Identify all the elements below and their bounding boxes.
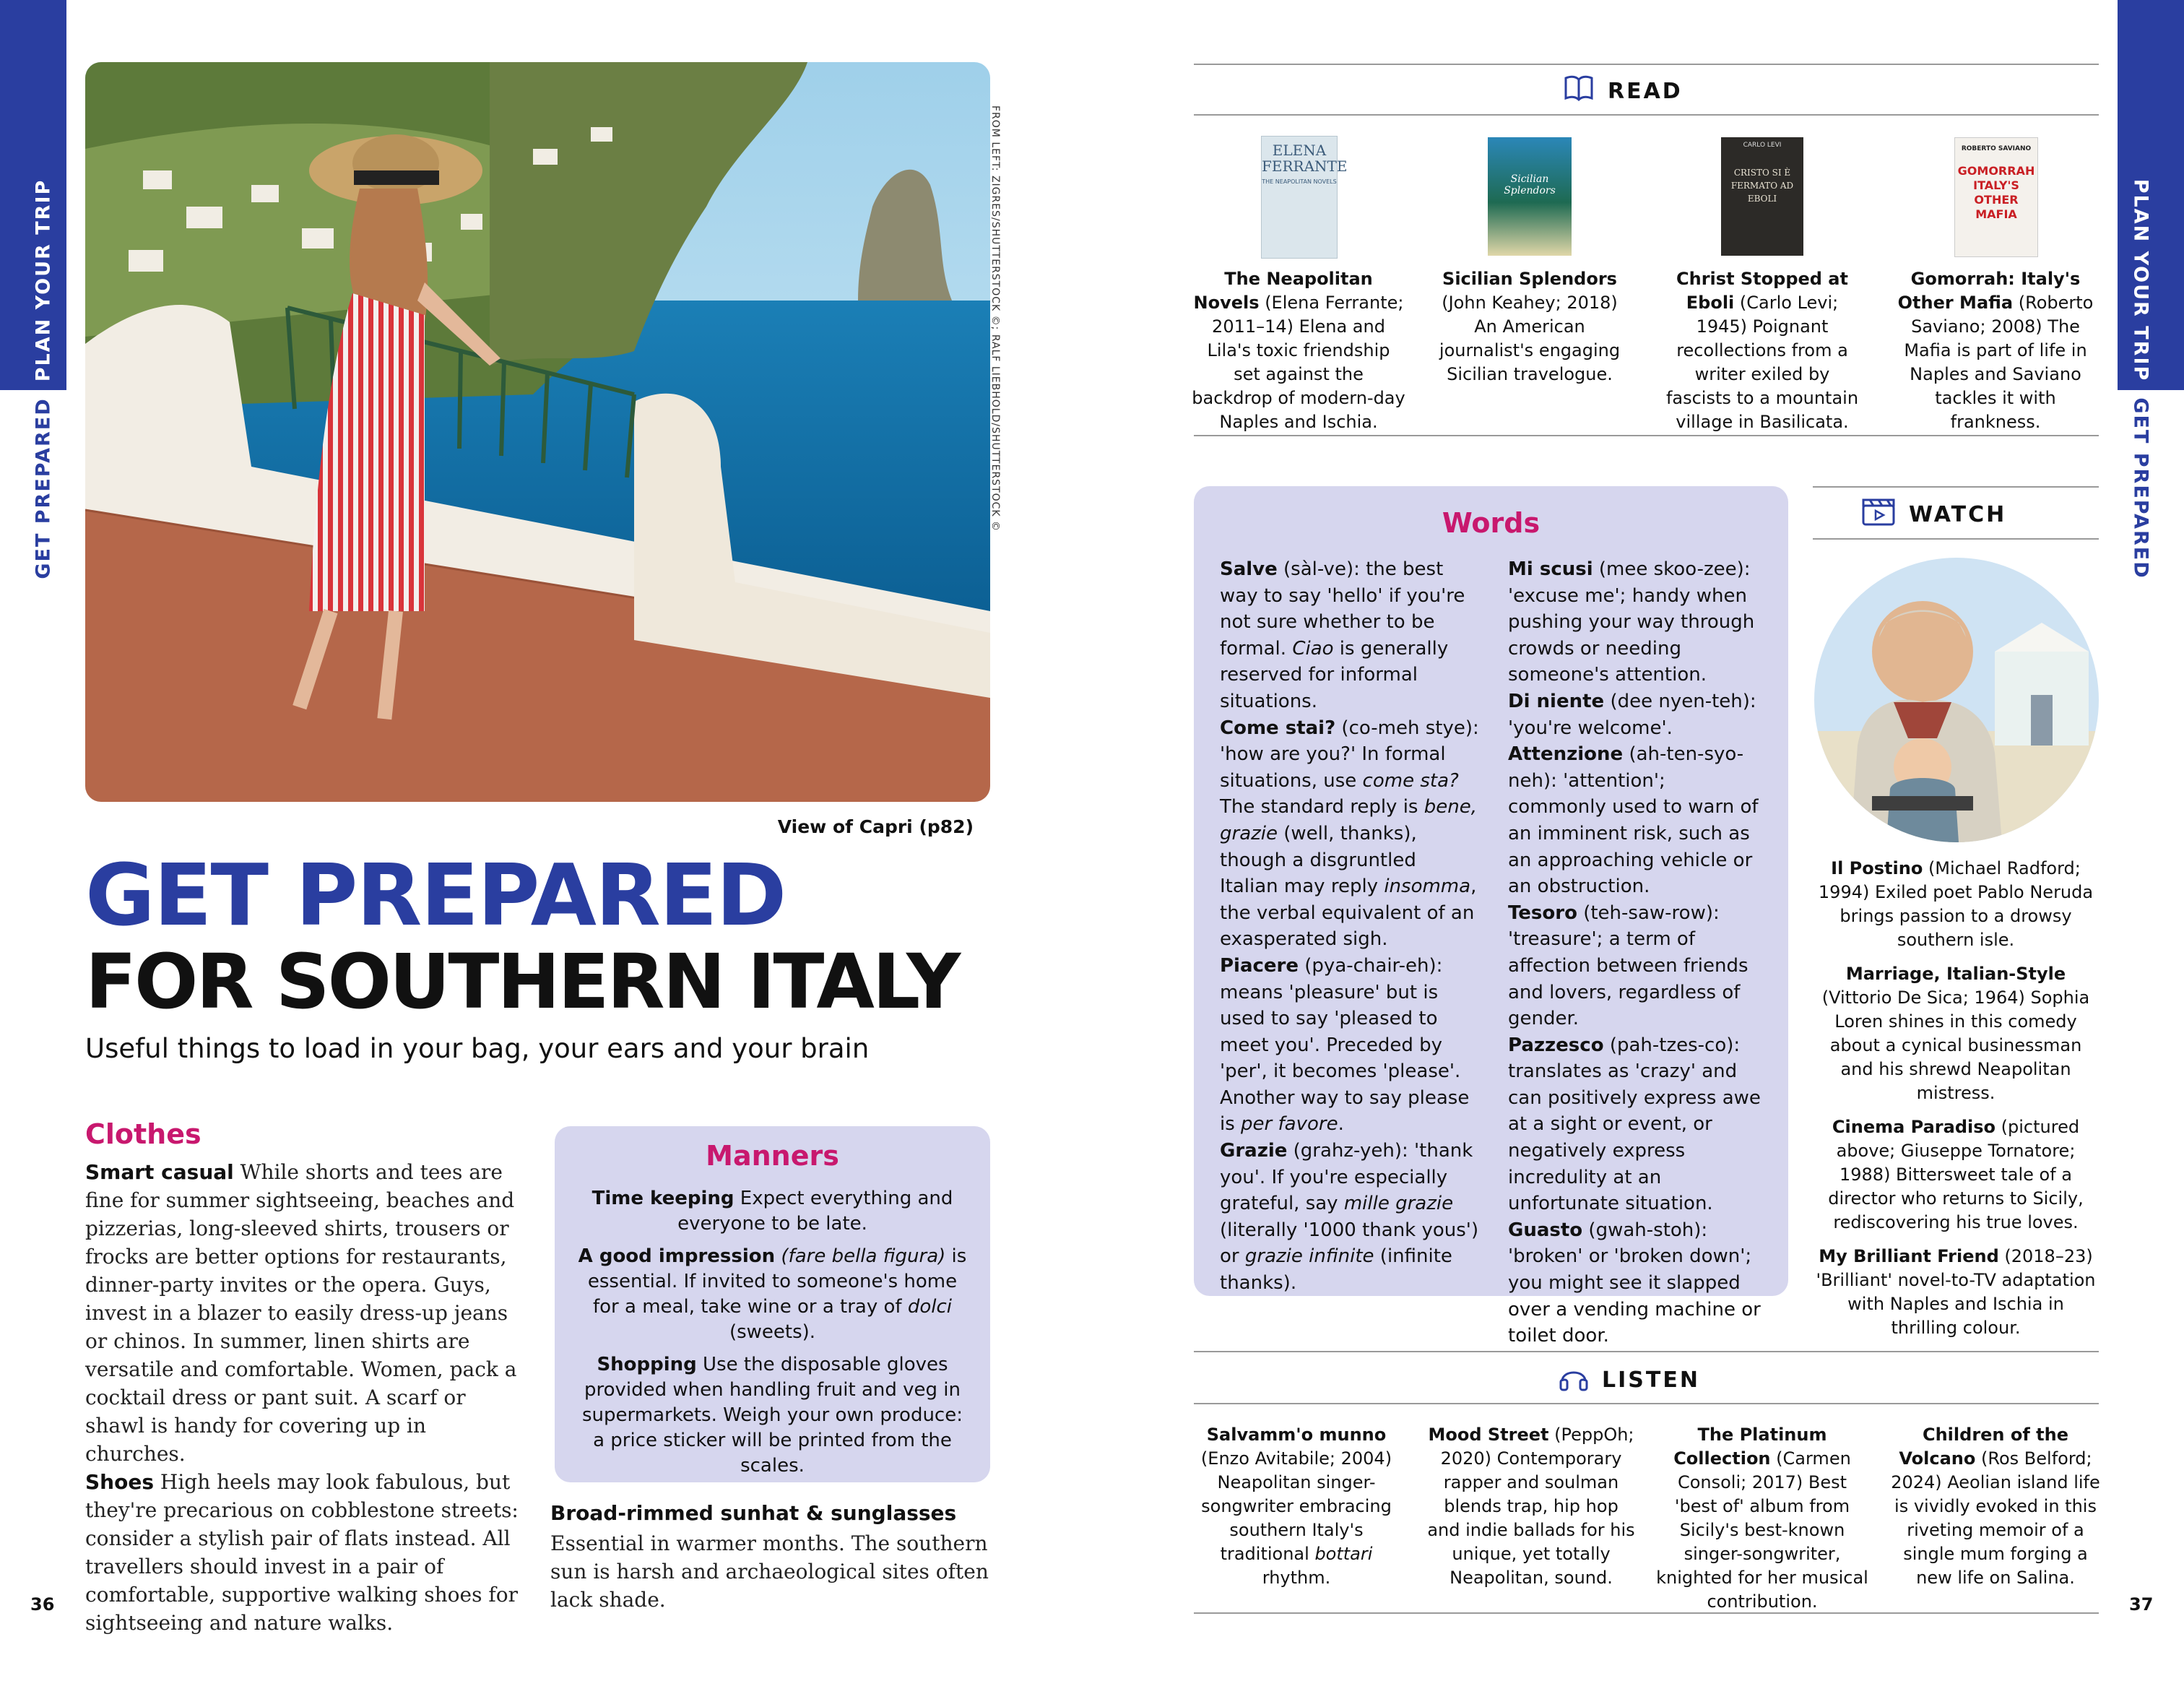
word-entry: Tesoro (teh-saw-row): 'treasure'; a term of affection between friends and lovers, regardless of gender. — [1508, 902, 1748, 1030]
read-header — [1563, 74, 1683, 108]
manners-item: A good impression (fare bella figura) is essential. If invited to someone's home for a meal, take wine or a tray of dolci (sweets). — [578, 1245, 967, 1343]
watch-item: Il Postino (Michael Radford; 1994) Exiled poet Pablo Neruda brings passion to a drowsy southern isle. — [1818, 858, 2094, 950]
clothes-p1: Smart casual While shorts and tees are fine for summer sightseeing, beaches and pizzerias, long-sleeved shirts, trousers or frocks are better options for restaurants, dinner-party invites or the opera. Guys, invest in a blazer to easily dress-up jeans or chinos. In summer, linen shirts are versatile and comfortable. Women, pack a cocktail dress or pant suit. A scarf or shawl is handy for covering up in churches. — [85, 1160, 517, 1466]
watch-item: My Brilliant Friend (2018–23) 'Brilliant' novel-to-TV adaptation with Naples and Ischia in thrilling colour. — [1816, 1246, 2096, 1338]
word-entry: Attenzione (ah-ten-syo-neh): 'attention'; commonly used to warn of an imminent risk, such as an approaching vehicle or an obstruction. — [1508, 743, 1759, 898]
listen-rule-bottom — [1194, 1403, 2099, 1404]
clapperboard-icon — [1861, 497, 1896, 532]
manners-body — [576, 1186, 968, 1486]
manners-item: Time keeping Expect everything and everyone to be late. — [592, 1188, 953, 1235]
listen-rule-end — [1194, 1612, 2099, 1614]
clothes-heading: Clothes — [85, 1118, 202, 1150]
watch-rule-top — [1813, 486, 2099, 488]
word-entry: Pazzesco (pah-tzes-co): translates as 'crazy' and can positively express awe at a sight or event, or negatively express incredulity at an unfortunate situation. — [1508, 1034, 1761, 1215]
read-rule-bottom — [1194, 114, 2099, 116]
watch-list — [1813, 857, 2099, 1350]
manners-heading: Manners — [706, 1140, 839, 1172]
page-number-left: 36 — [30, 1594, 55, 1615]
photo-caption: View of Capri (p82) — [777, 816, 974, 837]
sunhat-lead: Broad-rimmed sunhat & sunglasses — [550, 1501, 957, 1525]
words-column-1 — [1220, 556, 1480, 1297]
words-column-2 — [1508, 556, 1768, 1349]
capri-photo — [85, 62, 990, 802]
listen-item: Children of the Volcano (Ros Belford; 2024) Aeolian island life is vividly evoked in this riveting memoir of a single mum forging a new life on Salina. — [1891, 1425, 2100, 1588]
listen-item: Mood Street (PeppOh; 2020) Contemporary rapper and soulman blends trap, hip hop and indie ballads for his unique, yet totally Neapolitan, sound. — [1427, 1425, 1635, 1588]
book-icon — [1563, 74, 1595, 108]
clothes-body — [85, 1158, 519, 1637]
listen-heading: LISTEN — [1602, 1367, 1700, 1393]
read-item: Christ Stopped at Eboli (Carlo Levi; 1945) Poignant recollections from a writer exiled by fascists to a mountain village in Basilicata. — [1665, 269, 1859, 432]
page-subtitle: Useful things to load in your bag, your ears and your brain — [85, 1033, 870, 1064]
read-item: Gomorrah: Italy's Other Mafia (Roberto Saviano; 2008) The Mafia is part of life in Naples and Saviano tackles it with frankness. — [1897, 269, 2094, 432]
read-rule-end — [1194, 435, 2099, 436]
word-entry: Salve (sàl-ve): the best way to say 'hello' if you're not sure whether to be formal. Ciao is generally reserved for informal situations. — [1220, 558, 1465, 712]
listen-item: The Platinum Collection (Carmen Consoli; 2017) Best 'best of' album from Sicily's best-known singer-songwriter, knighted for her musical contribution. — [1656, 1425, 1868, 1612]
listen-header — [1559, 1362, 1700, 1397]
clothes-p2: Shoes High heels may look fabulous, but they're precarious on cobblestone streets: consider a stylish pair of flats instead. All travellers should invest in a pair of comfortable, supportive walking shoes for sightseeing and nature walks. — [85, 1470, 519, 1635]
read-heading: READ — [1608, 78, 1683, 104]
book-cover: ELENA FERRANTE THE NEAPOLITAN NOVELS — [1261, 136, 1338, 259]
read-rule-top — [1194, 64, 2099, 65]
read-item: Sicilian Splendors (John Keahey; 2018) An American journalist's engaging Sicilian travelogue. — [1439, 269, 1621, 384]
page-title-line1: GET PREPARED — [85, 845, 786, 945]
manners-item: Shopping Use the disposable gloves provided when handling fruit and veg in supermarkets. Weigh your own produce: a price sticker will be printed from the scales. — [582, 1354, 963, 1477]
book-cover: ROBERTO SAVIANO GOMORRAH ITALY'S OTHER MAFIA — [1954, 137, 2038, 257]
words-heading: Words — [1442, 507, 1540, 539]
headphones-icon — [1559, 1362, 1589, 1397]
word-entry: Come stai? (co-meh stye): 'how are you?' In formal situations, use come sta? The standard reply is bene, grazie (well, thanks), though a disgruntled Italian may reply insomma, the verbal equivalent of an exasperated sigh. — [1220, 717, 1479, 951]
right-tab-label: PLAN YOUR TRIP — [2129, 178, 2152, 382]
page-title-line2: FOR SOUTHERN ITALY — [85, 938, 959, 1026]
watch-item: Cinema Paradiso (pictured above; Giuseppe Tornatore; 1988) Bittersweet tale of a director who returns to Sicily, rediscovering his true loves. — [1828, 1117, 2084, 1232]
watch-item: Marriage, Italian-Style (Vittorio De Sica; 1964) Sophia Loren shines in this comedy about a cynical businessman and his shrewd Neapolitan mistress. — [1821, 964, 2090, 1103]
word-entry: Mi scusi (mee skoo-zee): 'excuse me'; handy when pushing your way through crowds or needing someone's attention. — [1508, 558, 1755, 686]
listen-rule-top — [1194, 1351, 2099, 1352]
book-cover: Sicilian Splendors — [1488, 137, 1572, 256]
word-entry: Grazie (grahz-yeh): 'thank you'. If you're especially grateful, say mille grazie (literally '1000 thank yous') or grazie infinite (infinite thanks). — [1220, 1140, 1479, 1295]
page-number-right: 37 — [2129, 1594, 2154, 1615]
word-entry: Piacere (pya-chair-eh): means 'pleasure' but is used to say 'pleased to meet you'. Preceded by 'per', it becomes 'please'. Another way to say please is per favore. — [1220, 954, 1470, 1136]
watch-header — [1861, 497, 2006, 532]
watch-heading: WATCH — [1909, 501, 2007, 527]
word-entry: Di niente (dee nyen-teh): 'you're welcome'. — [1508, 690, 1756, 739]
read-item: The Neapolitan Novels (Elena Ferrante; 2011–14) Elena and Lila's toxic friendship set against the backdrop of modern-day Naples and Ischia. — [1192, 269, 1405, 432]
left-section-label: GET PREPARED — [32, 397, 55, 579]
film-still-photo — [1814, 558, 2099, 842]
right-section-label: GET PREPARED — [2129, 397, 2152, 579]
book-cover: CARLO LEVI CRISTO SI È FERMATO AD EBOLI — [1721, 137, 1803, 256]
left-tab-label: PLAN YOUR TRIP — [32, 178, 55, 382]
sunhat-text: Essential in warmer months. The southern sun is harsh and archaeological sites often lack shade. — [550, 1531, 989, 1612]
word-entry: Guasto (gwah-stoh): 'broken' or 'broken down'; you might see it slapped over a vending machine or toilet door. — [1508, 1219, 1761, 1347]
listen-item: Salvamm'o munno (Enzo Avitabile; 2004) Neapolitan singer-songwriter embracing southern Italy's traditional bottari rhythm. — [1200, 1425, 1392, 1588]
watch-rule-bottom — [1813, 538, 2099, 540]
